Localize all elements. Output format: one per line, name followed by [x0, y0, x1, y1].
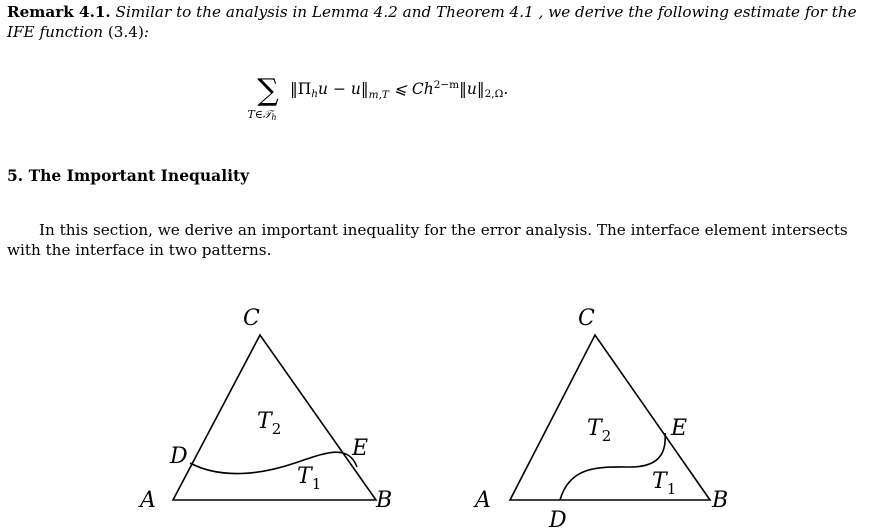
region-t2-label: [257, 409, 281, 438]
eq-norm-sub2: 2,Ω: [484, 88, 504, 100]
vertex-b-label: B: [376, 488, 393, 513]
region-t2-main: T: [587, 416, 602, 441]
equation-reference: (3.4): [107, 23, 144, 41]
eq-pi-sub: h: [311, 88, 319, 100]
eq-pi: ‖Π: [290, 80, 312, 98]
display-equation: [0, 66, 877, 126]
region-t2-sub: 2: [601, 427, 612, 445]
vertex-b-label: B: [712, 488, 729, 513]
point-e-label: E: [352, 436, 369, 461]
remark-paragraph: [7, 2, 873, 42]
region-t1-label: [652, 469, 676, 498]
region-t1-sub: 1: [666, 480, 677, 498]
eq-norm-sub1: m,T: [368, 89, 389, 101]
eq-norm-u: ‖u‖: [459, 80, 485, 98]
interface-curve: [560, 433, 665, 500]
vertex-c-label: C: [243, 306, 260, 331]
vertex-a-label: A: [140, 488, 156, 513]
remark-label: Remark 4.1.: [7, 3, 111, 21]
remark-text: Similar to the analysis in Lemma 4.2 and Theorem 4.1 , we derive the following estimate for the IFE function: [7, 3, 857, 41]
region-t1-main: T: [297, 464, 312, 489]
interface-curve: [190, 452, 357, 473]
triangle-abc: [173, 335, 376, 500]
sum-symbol: ∑: [257, 73, 279, 108]
remark-colon: :: [143, 23, 149, 41]
section-heading: [7, 166, 249, 185]
eq-le-part: ⩽ Ch: [393, 80, 434, 98]
eq-u-diff: u − u‖: [318, 80, 369, 98]
intro-paragraph: In this section, we derive an important inequality for the error analysis. The interface element intersects with the interface in two patterns.: [7, 221, 848, 259]
region-t2-main: T: [257, 409, 272, 434]
section-number: 5.: [7, 166, 24, 185]
eq-power: 2−m: [433, 79, 460, 91]
point-e-label: E: [671, 416, 688, 441]
figure-pattern-2: [465, 295, 755, 532]
region-t1-main: T: [652, 469, 667, 494]
sum-index: [247, 108, 276, 122]
region-t1-sub: 1: [311, 475, 322, 493]
region-t1-label: [297, 464, 321, 493]
figure-pattern-1: [130, 295, 393, 525]
region-t2-label: [587, 416, 611, 445]
eq-end: .: [503, 80, 509, 98]
sum-index-sub: h: [271, 113, 277, 122]
equation-body: [290, 79, 508, 101]
vertex-c-label: C: [578, 306, 595, 331]
vertex-a-label: A: [475, 488, 491, 513]
region-t2-sub: 2: [271, 420, 282, 438]
point-d-label: D: [170, 444, 188, 469]
point-d-label: D: [549, 508, 567, 532]
section-title: The Important Inequality: [28, 166, 250, 185]
sum-index-main: T∈𝒯: [247, 108, 272, 121]
